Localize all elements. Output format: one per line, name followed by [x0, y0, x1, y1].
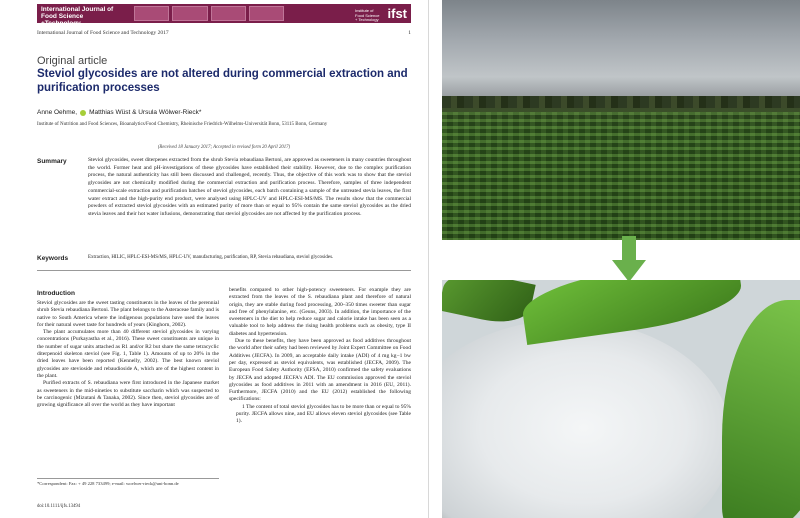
running-head-text: International Journal of Food Science and Technology 2017: [37, 30, 169, 36]
ifst-logo: ifst: [387, 6, 407, 21]
doi: doi:10.1111/ijfs.13494: [37, 504, 81, 509]
body-paragraph: Steviol glycosides are the sweet tasting constituents in the leaves of the perennial shrub Stevia rebaudiana Bertoni. The plant belongs to the Asteraceae family and is native to South America where the indigenous populations have used the leaves for their natural sweet taste for hundreds of years (Kinghorn, 2002).: [37, 300, 219, 328]
intro-heading: Introduction: [37, 290, 75, 297]
running-head: [37, 30, 411, 36]
section-divider: [37, 270, 411, 271]
author-line: [37, 109, 201, 116]
page-number: 1: [408, 30, 411, 36]
correspondent-footnote: *Correspondent: Fax: + 49 228 733499; e-mail: woelwer-rieck@uni-bonn.de: [37, 478, 219, 487]
affiliation: Institute of Nutrition and Food Sciences, Bioanalytics/Food Chemistry, Rheinische Friedrich-Wilhelms-Universität Bonn, 53115 Bonn, Germany: [37, 122, 328, 127]
journal-banner: [37, 4, 411, 27]
article-title: Steviol glycosides are not altered during commercial extraction and purification processes: [37, 68, 408, 94]
author-first: Anne Oehme,: [37, 109, 78, 116]
body-paragraph: benefits compared to other high-potency sweeteners. For example they are extracted from the leaves of the S. rebaudiana plant and therefore of natural origin, they are stable during food processing, 200–350 times sweeter than sugar and free of phenylalanine, etc. (Geuns, 2003). In addition, the importance of the sweeteners in the diet to help reduce sugar and calorie intake has been seen as a valuable tool to help address the rising health problems such as obesity, type II diabetes and hypertension.: [229, 287, 411, 337]
journal-name: International Journal of Food Science +Technology: [41, 6, 114, 27]
body-column-right: [229, 287, 411, 487]
leaf-shape: [722, 300, 800, 518]
stevia-powder-photo: [442, 280, 800, 518]
body-column-left: [37, 300, 219, 462]
orcid-icon[interactable]: [80, 110, 86, 116]
summary-label: Summary: [37, 158, 67, 165]
body-paragraph: Purified extracts of S. rebaudiana were first introduced in the Japanese market as sweeteners in the mid-nineties to substitute saccharin which was suspected to be carcinogenic (Mizutani & Tanaka, 2002). Since then, steviol glycosides are of growing significance all over the world as they have important: [37, 380, 219, 409]
arrow-down-icon: [612, 236, 646, 282]
author-rest: Matthias Wüst & Ursula Wölwer-Rieck*: [89, 109, 202, 116]
banner-thumbnails: [134, 6, 284, 21]
ifst-subtitle: Institute of Food Science + Technology: [355, 8, 380, 22]
stevia-field-photo: [442, 0, 800, 240]
powder-bowl: [442, 320, 732, 518]
article-type: Original article: [37, 55, 108, 67]
summary-text: Steviol glycosides, sweet diterpenes extracted from the shrub Stevia rebaudiana Bertoni, are approved as sweeteners in many countries throughout the world. Former heat and pH-investigations of these glycosides have established their stability. However, due to the complex purification process, the natural authenticity has still been discussed and challenged, recently. Thus, the objective of this work was to show that the steviol glycosides are not chemically modified during the commercial extraction and purification process. Therefore, samples of three independent commercial-scale extraction and purification batches of steviol glycosides, each batch containing a sample of the untreated stevia leaves, the first water extract and the high-purity end product, were analysed using HPLC-UV and HPLC-ESI-MS/MS. The results show that the commercial powders of extracted steviol glycosides with an estimated purity of more than or equal to 95% contain the same steviol glycosides as the dried stevia leaves and their hot water infusions, demonstrating that steviol glycosides are not affected by the purification process.: [88, 157, 411, 217]
body-paragraph: Due to these benefits, they have been approved as food additives throughout the world after their safety had been reviewed by Joint Expert Committee on Food Additives (JECFA). In 2009, an acceptable daily intake (ADI) of 4 mg kg−1 bw per day, expressed as steviol equivalents, was established (JECFA, 2009). The European Food Safety Authority (EFSA, 2010) confirmed the safety evaluations by JECFA and adopted JECFA's ADI. The EU commission approved the steviol glycosides as food additives in 2011 with an amendment in 2016 (EU, 2011). Furthermore, JECFA (2010) and the EU (2012) established the following specifications:: [229, 338, 411, 403]
spec-list-item: 1 The content of total steviol glycosides has to be more than or equal to 95% purity. JECFA allows nine, and EU allows eleven steviol glycosides (see Table 1).: [236, 403, 411, 425]
body-paragraph: The plant accumulates more than 40 different steviol glycosides in varying concentrations (Purkayastha et al., 2016). These sweet constituents are unique in the number of sugar units attached as R1 and/or R2 but share the same tetracyclic diterpenoid skeleton steviol (see Fig. 1, Table 1). Amounts of up to 20% in the dried leaves have been reported (Kennelly, 2002). The best known steviol glycosides are stevioside and rebaudioside A, which are of the highest content in the plant.: [37, 329, 219, 379]
keywords-text: Extraction, HILIC, HPLC-ESI-MS/MS, HPLC-UV, manufacturing, purification, RP, Stevia rebaudiana, steviol glycosides.: [88, 255, 334, 260]
keywords-label: Keywords: [37, 255, 69, 262]
leaf-shape: [442, 280, 536, 329]
received-dates: (Received 18 January 2017; Accepted in revised form 20 April 2017): [157, 145, 291, 150]
